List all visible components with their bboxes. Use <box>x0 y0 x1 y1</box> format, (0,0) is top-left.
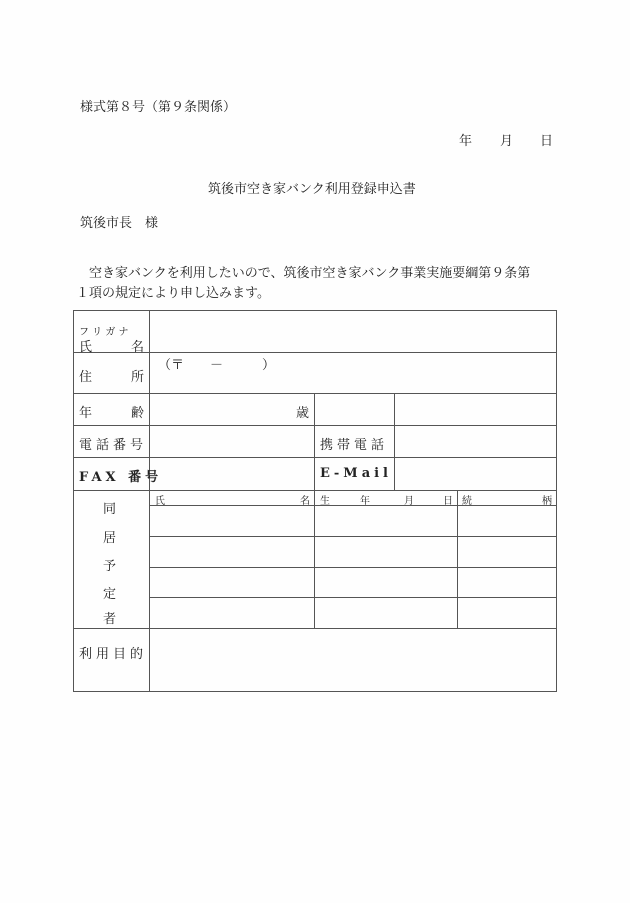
furigana-label: フ リ ガ ナ <box>79 327 129 338</box>
form-number: 様式第８号（第９条関係） <box>80 100 237 115</box>
email-field[interactable] <box>395 458 555 489</box>
name-label-a: 氏 <box>79 340 93 355</box>
col-name-a: 氏 <box>155 496 165 507</box>
age-label-b: 齢 <box>131 406 145 421</box>
purpose-field[interactable] <box>150 629 555 690</box>
col-birth: 日 <box>443 496 453 507</box>
row-divider <box>73 393 557 394</box>
cohabitants-char: 者 <box>103 612 117 627</box>
cohabitants-char: 定 <box>103 587 117 602</box>
col-birth: 年 <box>360 496 370 507</box>
postal-code-field[interactable]: （〒 － ） <box>158 358 276 373</box>
date-month-label: 月 <box>500 134 514 149</box>
mobile-field[interactable] <box>395 426 555 456</box>
cohabitants-char: 同 <box>103 502 117 517</box>
name-label-b: 名 <box>131 340 145 355</box>
body-text-line1: 空き家バンクを利用したいので、筑後市空き家バンク事業実施要綱第９条第 <box>76 266 531 281</box>
cohabitants-char: 居 <box>103 531 117 546</box>
col-birth: 月 <box>404 496 414 507</box>
column-divider <box>314 393 315 628</box>
name-field[interactable] <box>150 311 555 351</box>
address-label-a: 住 <box>79 370 93 385</box>
age-field[interactable] <box>150 394 290 424</box>
row-divider <box>73 490 557 491</box>
purpose-label: 利用目的 <box>79 647 148 662</box>
col-birth: 生 <box>320 496 330 507</box>
col-relation-b: 柄 <box>542 496 552 507</box>
col-name-b: 名 <box>300 496 310 507</box>
document-title: 筑後市空き家バンク利用登録申込書 <box>208 182 416 197</box>
row-divider <box>73 352 557 353</box>
row-divider <box>149 536 557 537</box>
cohabitants-char: 予 <box>103 559 117 574</box>
row-divider <box>149 567 557 568</box>
fax-field[interactable] <box>150 458 313 489</box>
row-divider <box>149 505 557 506</box>
column-divider <box>457 490 458 628</box>
table-border <box>73 310 74 692</box>
table-border <box>556 310 557 692</box>
row-divider <box>149 597 557 598</box>
addressee: 筑後市長 様 <box>80 216 159 231</box>
date-year-label: 年 <box>459 134 473 149</box>
fax-label: FAX 番号 <box>79 470 163 485</box>
phone-field[interactable] <box>150 426 313 456</box>
age-unit: 歳 <box>296 406 310 421</box>
col-relation-a: 続 <box>462 496 472 507</box>
body-text-line2: １項の規定により申し込みます。 <box>76 286 270 301</box>
mobile-label: 携帯電話 <box>320 438 389 453</box>
age-label-a: 年 <box>79 406 93 421</box>
address-label-b: 所 <box>131 370 145 385</box>
phone-label: 電話番号 <box>79 438 148 453</box>
email-label: E‐Mail <box>320 466 392 481</box>
table-border <box>73 691 557 692</box>
date-day-label: 日 <box>540 134 554 149</box>
